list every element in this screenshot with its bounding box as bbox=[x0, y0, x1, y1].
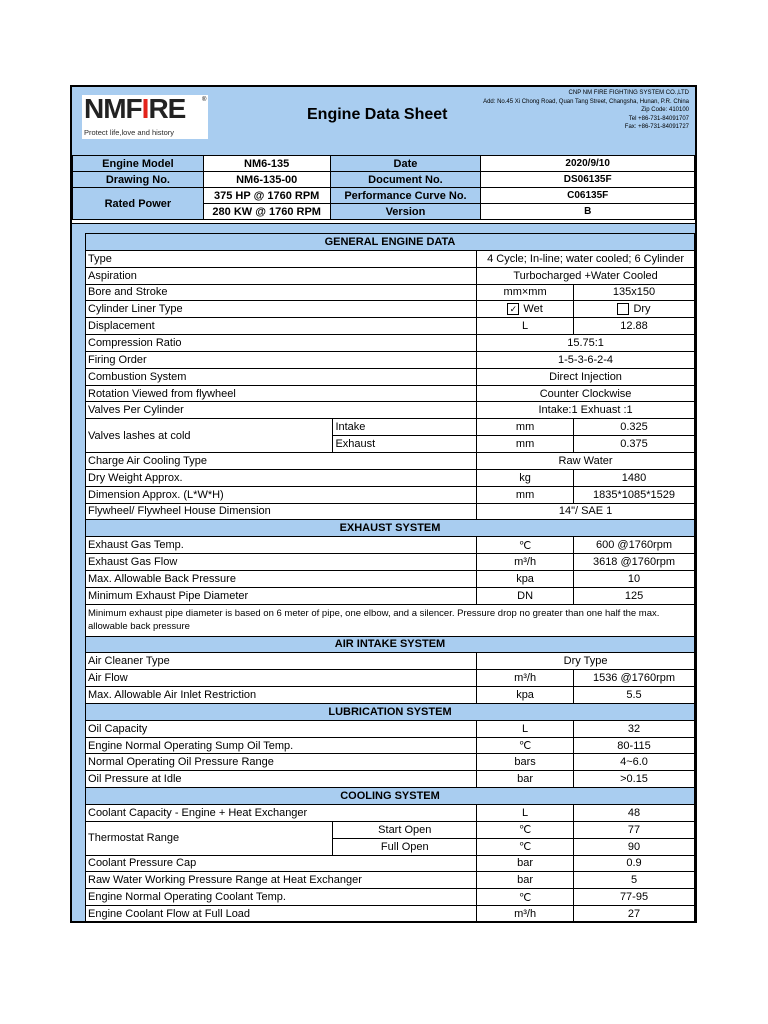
rotation-value: Counter Clockwise bbox=[477, 385, 695, 402]
document-title: Engine Data Sheet bbox=[307, 106, 448, 123]
engine-model-value: NM6-135 bbox=[203, 156, 330, 172]
full-open-unit: ℃ bbox=[477, 838, 574, 855]
coolant-temp-unit: ℃ bbox=[477, 889, 574, 906]
curve-no-label: Performance Curve No. bbox=[330, 188, 481, 204]
oil-pressure-value: 4~6.0 bbox=[574, 754, 695, 771]
air-cleaner-label: Air Cleaner Type bbox=[86, 653, 477, 670]
charge-air-label: Charge Air Cooling Type bbox=[86, 452, 477, 469]
displacement-unit: L bbox=[477, 318, 574, 335]
logo-accent-letter: I bbox=[141, 93, 149, 124]
dry-weight-value: 1480 bbox=[574, 469, 695, 486]
section-air-intake: AIR INTAKE SYSTEM bbox=[86, 636, 695, 653]
firing-label: Firing Order bbox=[86, 351, 477, 368]
rated-power-hp: 375 HP @ 1760 RPM bbox=[203, 188, 330, 204]
dry-weight-unit: kg bbox=[477, 469, 574, 486]
exhaust-lash-label: Exhaust bbox=[333, 436, 477, 453]
oil-pressure-unit: bars bbox=[477, 754, 574, 771]
date-value: 2020/9/10 bbox=[481, 156, 695, 172]
date-label: Date bbox=[330, 156, 481, 172]
displacement-label: Displacement bbox=[86, 318, 477, 335]
start-open-label: Start Open bbox=[333, 821, 477, 838]
section-cooling: COOLING SYSTEM bbox=[86, 788, 695, 805]
oil-capacity-unit: L bbox=[477, 720, 574, 737]
air-cleaner-value: Dry Type bbox=[477, 653, 695, 670]
pipe-diameter-value: 125 bbox=[574, 587, 695, 604]
air-restriction-unit: kpa bbox=[477, 687, 574, 704]
coolant-flow-label: Engine Coolant Flow at Full Load bbox=[86, 906, 477, 923]
section-general: GENERAL ENGINE DATA bbox=[86, 234, 695, 251]
exhaust-note: Minimum exhaust pipe diameter is based on 6 meter of pipe, one elbow, and a silencer. Pressure drop no greater than one half the max. allowable back pressure bbox=[86, 604, 695, 636]
air-flow-unit: m³/h bbox=[477, 670, 574, 687]
drawing-no-value: NM6-135-00 bbox=[203, 172, 330, 188]
oil-capacity-label: Oil Capacity bbox=[86, 720, 477, 737]
valves-label: Valves Per Cylinder bbox=[86, 402, 477, 419]
wet-checkbox: ✓ bbox=[507, 303, 519, 315]
dimension-label: Dimension Approx. (L*W*H) bbox=[86, 486, 477, 503]
liner-dry-cell bbox=[574, 301, 695, 318]
dry-label: Dry bbox=[633, 303, 651, 316]
engine-spec-table bbox=[85, 233, 695, 923]
coolant-capacity-value: 48 bbox=[574, 805, 695, 822]
company-address: Add: No.45 Xi Chong Road, Quan Tang Street, Changsha, Hunan, P.R. China bbox=[483, 98, 689, 105]
bore-value: 135x150 bbox=[574, 284, 695, 301]
pressure-cap-value: 0.9 bbox=[574, 855, 695, 872]
exhaust-lash-unit: mm bbox=[477, 436, 574, 453]
coolant-temp-label: Engine Normal Operating Coolant Temp. bbox=[86, 889, 477, 906]
dimension-unit: mm bbox=[477, 486, 574, 503]
rotation-label: Rotation Viewed from flywheel bbox=[86, 385, 477, 402]
compression-label: Compression Ratio bbox=[86, 335, 477, 352]
bore-label: Bore and Stroke bbox=[86, 284, 477, 301]
rated-power-label: Rated Power bbox=[73, 188, 204, 220]
full-open-value: 90 bbox=[574, 838, 695, 855]
coolant-temp-value: 77-95 bbox=[574, 889, 695, 906]
sump-temp-unit: ℃ bbox=[477, 737, 574, 754]
aspiration-label: Aspiration bbox=[86, 267, 477, 284]
intake-value: 0.325 bbox=[574, 419, 695, 436]
flywheel-value: 14"/ SAE 1 bbox=[477, 503, 695, 520]
intake-label: Intake bbox=[333, 419, 477, 436]
exhaust-flow-unit: m³/h bbox=[477, 554, 574, 571]
exhaust-flow-value: 3618 @1760rpm bbox=[574, 554, 695, 571]
exhaust-temp-value: 600 @1760rpm bbox=[574, 537, 695, 554]
back-pressure-value: 10 bbox=[574, 570, 695, 587]
back-pressure-label: Max. Allowable Back Pressure bbox=[86, 570, 477, 587]
version-value: B bbox=[481, 204, 695, 220]
exhaust-lash-value: 0.375 bbox=[574, 436, 695, 453]
exhaust-temp-unit: ℃ bbox=[477, 537, 574, 554]
company-zip: Zip Code: 410100 bbox=[641, 107, 689, 113]
engine-data-sheet bbox=[70, 85, 697, 923]
idle-pressure-value: >0.15 bbox=[574, 771, 695, 788]
coolant-flow-value: 27 bbox=[574, 906, 695, 923]
bore-unit: mm×mm bbox=[477, 284, 574, 301]
compression-value: 15.75:1 bbox=[477, 335, 695, 352]
start-open-unit: ℃ bbox=[477, 821, 574, 838]
idle-pressure-unit: bar bbox=[477, 771, 574, 788]
oil-capacity-value: 32 bbox=[574, 720, 695, 737]
firing-value: 1-5-3-6-2-4 bbox=[477, 351, 695, 368]
pipe-diameter-unit: DN bbox=[477, 587, 574, 604]
registered-mark: ® bbox=[202, 97, 207, 103]
company-fax: Fax: +86-731-84091727 bbox=[624, 124, 689, 130]
wet-label: Wet bbox=[523, 303, 543, 316]
oil-pressure-label: Normal Operating Oil Pressure Range bbox=[86, 754, 477, 771]
coolant-capacity-unit: L bbox=[477, 805, 574, 822]
liner-label: Cylinder Liner Type bbox=[86, 301, 477, 318]
flywheel-label: Flywheel/ Flywheel House Dimension bbox=[86, 503, 477, 520]
air-flow-value: 1536 @1760rpm bbox=[574, 670, 695, 687]
aspiration-value: Turbocharged +Water Cooled bbox=[477, 267, 695, 284]
pressure-cap-unit: bar bbox=[477, 855, 574, 872]
intake-unit: mm bbox=[477, 419, 574, 436]
section-exhaust: EXHAUST SYSTEM bbox=[86, 520, 695, 537]
dimension-value: 1835*1085*1529 bbox=[574, 486, 695, 503]
rated-power-kw: 280 KW @ 1760 RPM bbox=[203, 204, 330, 220]
left-margin-stripe bbox=[72, 233, 86, 921]
raw-water-label: Raw Water Working Pressure Range at Heat Exchanger bbox=[86, 872, 477, 889]
idle-pressure-label: Oil Pressure at Idle bbox=[86, 771, 477, 788]
raw-water-unit: bar bbox=[477, 872, 574, 889]
displacement-value: 12.88 bbox=[574, 318, 695, 335]
dry-checkbox bbox=[617, 303, 629, 315]
version-label: Version bbox=[330, 204, 481, 220]
curve-no-value: C06135F bbox=[481, 188, 695, 204]
drawing-no-label: Drawing No. bbox=[73, 172, 204, 188]
exhaust-temp-label: Exhaust Gas Temp. bbox=[86, 537, 477, 554]
logo-tagline: Protect life,love and history bbox=[84, 128, 175, 137]
pipe-diameter-label: Minimum Exhaust Pipe Diameter bbox=[86, 587, 477, 604]
air-restriction-value: 5.5 bbox=[574, 687, 695, 704]
type-label: Type bbox=[86, 250, 477, 267]
engine-model-label: Engine Model bbox=[73, 156, 204, 172]
company-info bbox=[469, 89, 689, 132]
start-open-value: 77 bbox=[574, 821, 695, 838]
coolant-capacity-label: Coolant Capacity - Engine + Heat Exchanger bbox=[86, 805, 477, 822]
company-logo bbox=[82, 95, 208, 139]
air-restriction-label: Max. Allowable Air Inlet Restriction bbox=[86, 687, 477, 704]
exhaust-flow-label: Exhaust Gas Flow bbox=[86, 554, 477, 571]
coolant-flow-unit: m³/h bbox=[477, 906, 574, 923]
sump-temp-value: 80-115 bbox=[574, 737, 695, 754]
combustion-label: Combustion System bbox=[86, 368, 477, 385]
thermostat-label: Thermostat Range bbox=[86, 821, 333, 855]
sheet-header bbox=[72, 87, 695, 149]
company-name: CNP NM FIRE FIGHTING SYSTEM CO.,LTD bbox=[568, 90, 689, 96]
valve-lash-label: Valves lashes at cold bbox=[86, 419, 333, 453]
charge-air-value: Raw Water bbox=[477, 452, 695, 469]
pressure-cap-label: Coolant Pressure Cap bbox=[86, 855, 477, 872]
type-value: 4 Cycle; In-line; water cooled; 6 Cylinder bbox=[477, 250, 695, 267]
raw-water-value: 5 bbox=[574, 872, 695, 889]
engine-info-table bbox=[72, 155, 695, 220]
dry-weight-label: Dry Weight Approx. bbox=[86, 469, 477, 486]
combustion-value: Direct Injection bbox=[477, 368, 695, 385]
section-lubrication: LUBRICATION SYSTEM bbox=[86, 703, 695, 720]
full-open-label: Full Open bbox=[333, 838, 477, 855]
company-tel: Tel +86-731-84091707 bbox=[628, 115, 689, 122]
logo-text: NMFIRE bbox=[84, 93, 186, 124]
document-no-value: DS06135F bbox=[481, 172, 695, 188]
document-no-label: Document No. bbox=[330, 172, 481, 188]
air-flow-label: Air Flow bbox=[86, 670, 477, 687]
valves-value: Intake:1 Exhuast :1 bbox=[477, 402, 695, 419]
liner-wet-cell bbox=[477, 301, 574, 318]
sump-temp-label: Engine Normal Operating Sump Oil Temp. bbox=[86, 737, 477, 754]
back-pressure-unit: kpa bbox=[477, 570, 574, 587]
